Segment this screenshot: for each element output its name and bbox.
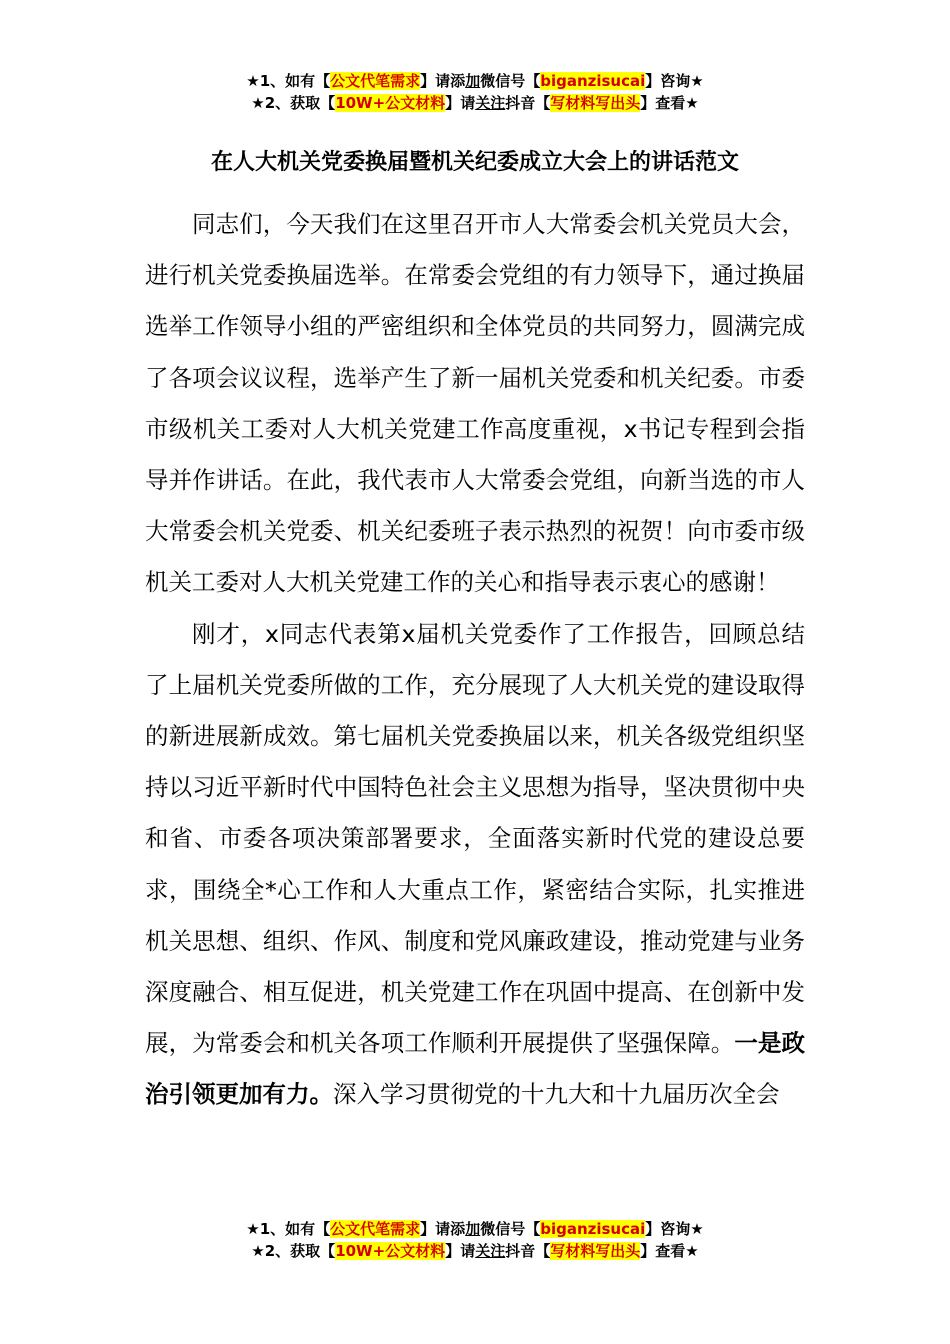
highlight-service: 公文代笔需求 — [330, 72, 421, 90]
highlight-douyin: 写材料写出头 — [550, 94, 641, 112]
highlight-wechat-id: biganzisucai — [540, 1220, 646, 1238]
highlight-materials: 10W+公文材料 — [335, 94, 446, 112]
highlight-service: 公文代笔需求 — [330, 1220, 421, 1238]
document-body — [145, 199, 805, 1121]
banner-line-2: ★2、获取【10W+公文材料】请关注抖音【写材料写出头】查看★ — [251, 94, 699, 112]
footer-banner — [0, 1218, 950, 1262]
document-title: 在人大机关党委换届暨机关纪委成立大会上的讲话范文 — [210, 150, 739, 175]
highlight-douyin: 写材料写出头 — [550, 1242, 641, 1260]
banner-line-2: ★2、获取【10W+公文材料】请关注抖音【写材料写出头】查看★ — [251, 1242, 699, 1260]
banner-line-1: ★1、如有【公文代笔需求】请添加微信号【biganzisucai】咨询★ — [246, 72, 704, 90]
bold-heading: 一是政治引领更加有力。 — [145, 1029, 806, 1109]
highlight-wechat-id: biganzisucai — [540, 72, 646, 90]
banner-line-1: ★1、如有【公文代笔需求】请添加微信号【biganzisucai】咨询★ — [246, 1220, 704, 1238]
highlight-materials: 10W+公文材料 — [335, 1242, 446, 1260]
paragraph-1: 同志们，今天我们在这里召开市人大常委会机关党员大会，进行机关党委换届选举。在常委会党组的有力领导下，通过换届选举工作领导小组的严密组织和全体党员的共同努力，圆满完成了各项会议议程，选举产生了新一届机关党委和机关纪委。市委市级机关工委对人大机关党建工作高度重视，x书记专程到会指导并作讲话。在此，我代表市人大常委会党组，向新当选的市人大常委会机关党委、机关纪委班子表示热烈的祝贺！向市委市级机关工委对人大机关党建工作的关心和指导表示衷心的感谢！ — [145, 210, 805, 597]
header-banner — [0, 70, 950, 114]
paragraph-2: 刚才，x同志代表第x届机关党委作了工作报告，回顾总结了上届机关党委所做的工作，充分展现了人大机关党的建设取得的新进展新成效。第七届机关党委换届以来，机关各级党组织坚持以习近平新时代中国特色社会主义思想为指导，坚决贯彻中央和省、市委各项决策部署要求，全面落实新时代党的建设总要求，围绕全*心工作和人大重点工作，紧密结合实际，扎实推进机关思想、组织、作风、制度和党风廉政建设，推动党建与业务深度融合、相互促进，机关党建工作在巩固中提高、在创新中发展，为常委会和机关各项工作顺利开展提供了坚强保障。一是政治引领更加有力。深入学习贯彻党的十九大和十九届历次全会 — [145, 619, 806, 1109]
